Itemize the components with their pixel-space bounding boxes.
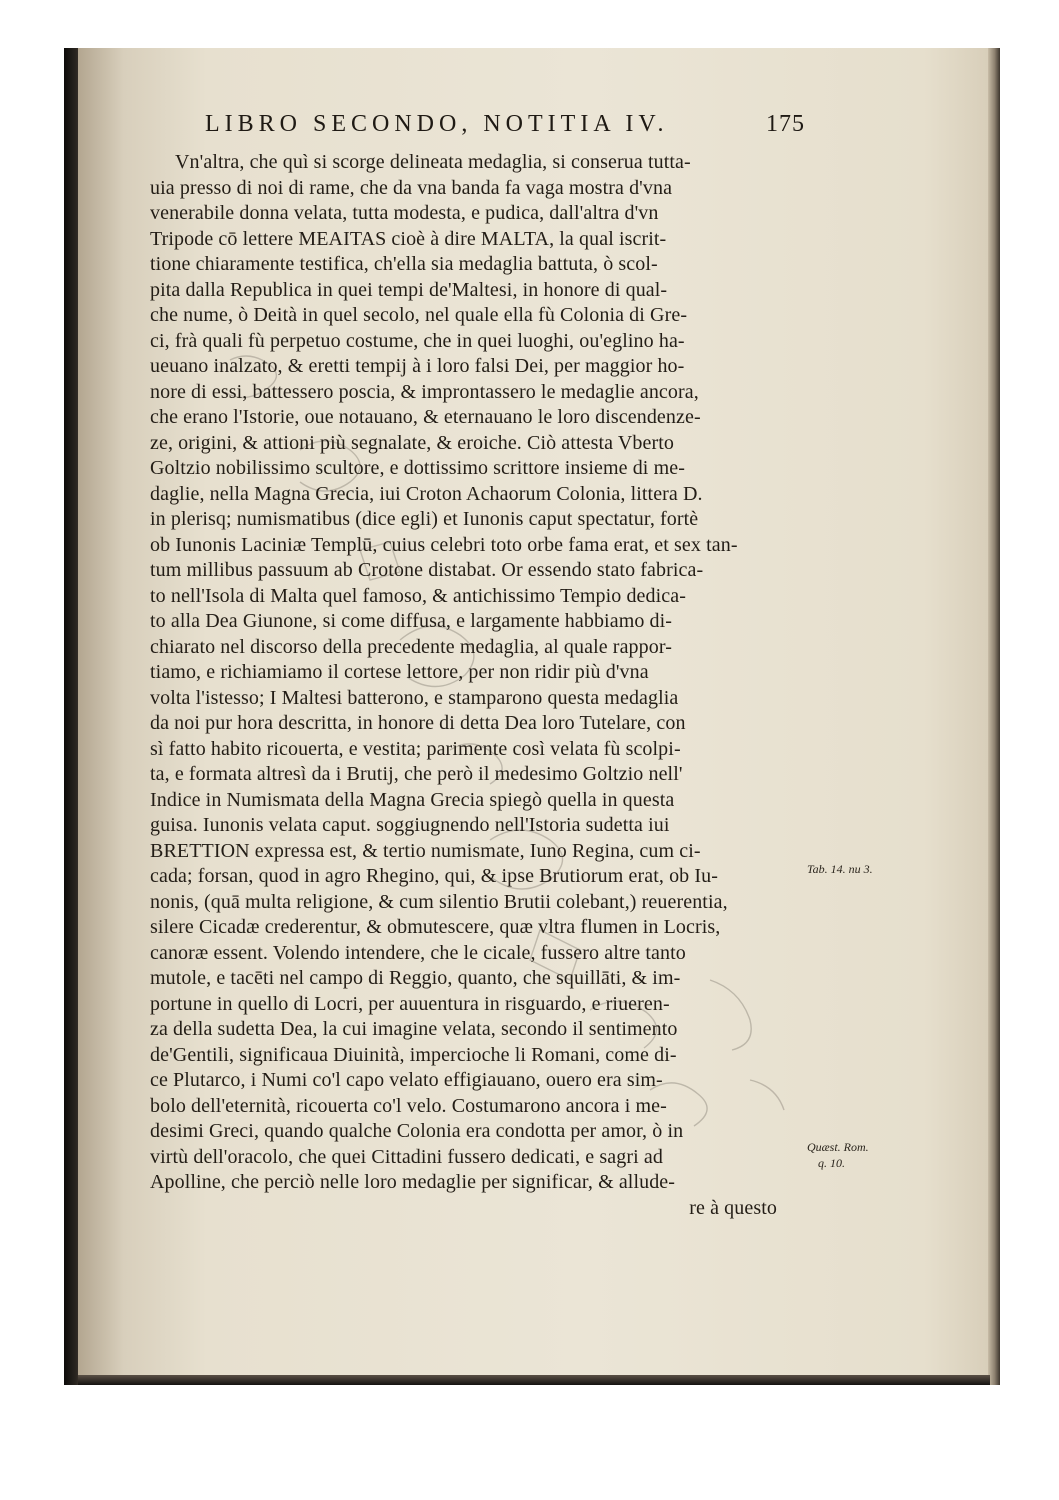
text-line: Vn'altra, che quì si scorge delineata medaglia, si conserua tutta- xyxy=(175,151,691,173)
text-line: nore di essi, battessero poscia, & improntassero le medaglie ancora, xyxy=(150,380,699,403)
text-line: ta, e formata altresì da i Brutij, che però il medesimo Goltzio nell' xyxy=(150,763,683,785)
text-line: guisa. Iunonis velata caput. soggiugnendo nell'Istoria sudetta iui xyxy=(150,814,670,836)
text-line: che nume, ò Deità in quel secolo, nel quale ella fù Colonia di Gre- xyxy=(150,304,688,326)
text-line: ueuano inalzato, & eretti tempij à i loro falsi Dei, per maggior ho- xyxy=(150,355,685,377)
text-line: tione chiaramente testifica, ch'ella sia medaglia battuta, ò scol- xyxy=(150,253,658,275)
page-bottom-shadow xyxy=(78,1375,990,1385)
text-line: BRETTION expressa est, & tertio numismate, Iuno Regina, cum ci- xyxy=(150,839,701,862)
text-line: ci, frà quali fù perpetuo costume, che in quei luoghi, ou'eglino ha- xyxy=(150,329,685,352)
text-line: Apolline, che perciò nelle loro medaglie per significar, & allude- xyxy=(150,1171,676,1193)
text-line: venerabile donna velata, tutta modesta, e pudica, dall'altra d'vn xyxy=(150,202,659,224)
text-line: tiamo, e richiamiamo il cortese lettore, per non ridir più d'vna xyxy=(150,661,649,683)
margin-note-tab: Tab. 14. nu 3. xyxy=(807,862,873,876)
text-line: sì fatto habito ricouerta, e vestita; parimente così velata fù scolpi- xyxy=(150,737,681,760)
text-line: ze, origini, & attioni più segnalate, & eroiche. Ciò attesta Vberto xyxy=(150,431,674,454)
text-line: portune in quello di Locri, per auuentura in risguardo, e riueren- xyxy=(150,992,670,1015)
text-line: bolo dell'eternità, ricouerta co'l velo. Costumarono ancora i me- xyxy=(150,1094,667,1117)
text-line: tum millibus passuum ab Crotone distabat. Or essendo stato fabrica- xyxy=(150,559,704,581)
text-line: desimi Greci, quando qualche Colonia era condotta per amor, ò in xyxy=(150,1120,684,1142)
text-line: za della sudetta Dea, la cui imagine velata, secondo il sentimento xyxy=(150,1018,678,1040)
text-line: mutole, e tacēti nel campo di Reggio, quanto, che squillāti, & im- xyxy=(150,967,681,989)
text-line: ce Plutarco, i Numi co'l capo velato effigiauano, ouero era sim- xyxy=(150,1069,663,1091)
body-text xyxy=(150,150,805,1221)
page-edge-shadow xyxy=(988,48,1000,1385)
text-line: Indice in Numismata della Magna Grecia spiegò quella in questa xyxy=(150,788,675,811)
text-line: in plerisq; numismatibus (dice egli) et Iunonis caput spectatur, fortè xyxy=(150,508,699,530)
text-line: pita dalla Republica in quei tempi de'Maltesi, in honore di qual- xyxy=(150,278,668,301)
running-title: LIBRO SECONDO, NOTITIA IV. xyxy=(205,111,669,137)
catchword: re à questo xyxy=(689,1196,777,1219)
text-line: Goltzio nobilissimo scultore, e dottissimo scrittore insieme di me- xyxy=(150,457,685,479)
margin-note-quaest: Quæst. Rom. xyxy=(807,1140,869,1154)
text-line: ob Iunonis Laciniæ Templū, cuius celebri toto orbe fama erat, et sex tan- xyxy=(150,533,738,556)
text-line: canoræ essent. Volendo intendere, che le cicale, fussero altre tanto xyxy=(150,941,686,964)
text-line: chiarato nel discorso della precedente medaglia, al quale rappor- xyxy=(150,635,672,658)
running-header xyxy=(205,111,805,141)
text-line: to alla Dea Giunone, si come diffusa, e largamente habbiamo di- xyxy=(150,610,673,632)
text-line: Tripode cō lettere MEAITAS cioè à dire MALTA, la qual iscrit- xyxy=(150,227,667,250)
text-line: de'Gentili, significaua Diuinità, impercioche li Romani, come di- xyxy=(150,1043,677,1066)
text-line: to nell'Isola di Malta quel famoso, & antichissimo Tempio dedica- xyxy=(150,584,687,607)
text-line: daglie, nella Magna Grecia, iui Croton Achaorum Colonia, littera D. xyxy=(150,482,703,505)
text-line: nonis, (quā multa religione, & cum silentio Brutii colebant,) reuerentia, xyxy=(150,890,728,913)
text-line: cada; forsan, quod in agro Rhegino, qui, & ipse Brutiorum erat, ob Iu- xyxy=(150,865,718,887)
text-line: volta l'istesso; I Maltesi batterono, e stamparono questa medaglia xyxy=(150,686,679,709)
page-number: 175 xyxy=(766,111,805,137)
text-line: uia presso di noi di rame, che da vna banda fa vaga mostra d'vna xyxy=(150,176,673,199)
text-line: silere Cicadæ crederentur, & obmutescere, quæ vltra flumen in Locris, xyxy=(150,916,721,938)
text-line: che erano l'Istorie, oue notauano, & eternauano le loro discendenze- xyxy=(150,406,701,428)
text-line: da noi pur hora descritta, in honore di detta Dea loro Tutelare, con xyxy=(150,712,686,734)
text-line: virtù dell'oracolo, che quei Cittadini fussero dedicati, e sagri ad xyxy=(150,1145,663,1168)
margin-note-quaest-number: q. 10. xyxy=(818,1156,845,1170)
